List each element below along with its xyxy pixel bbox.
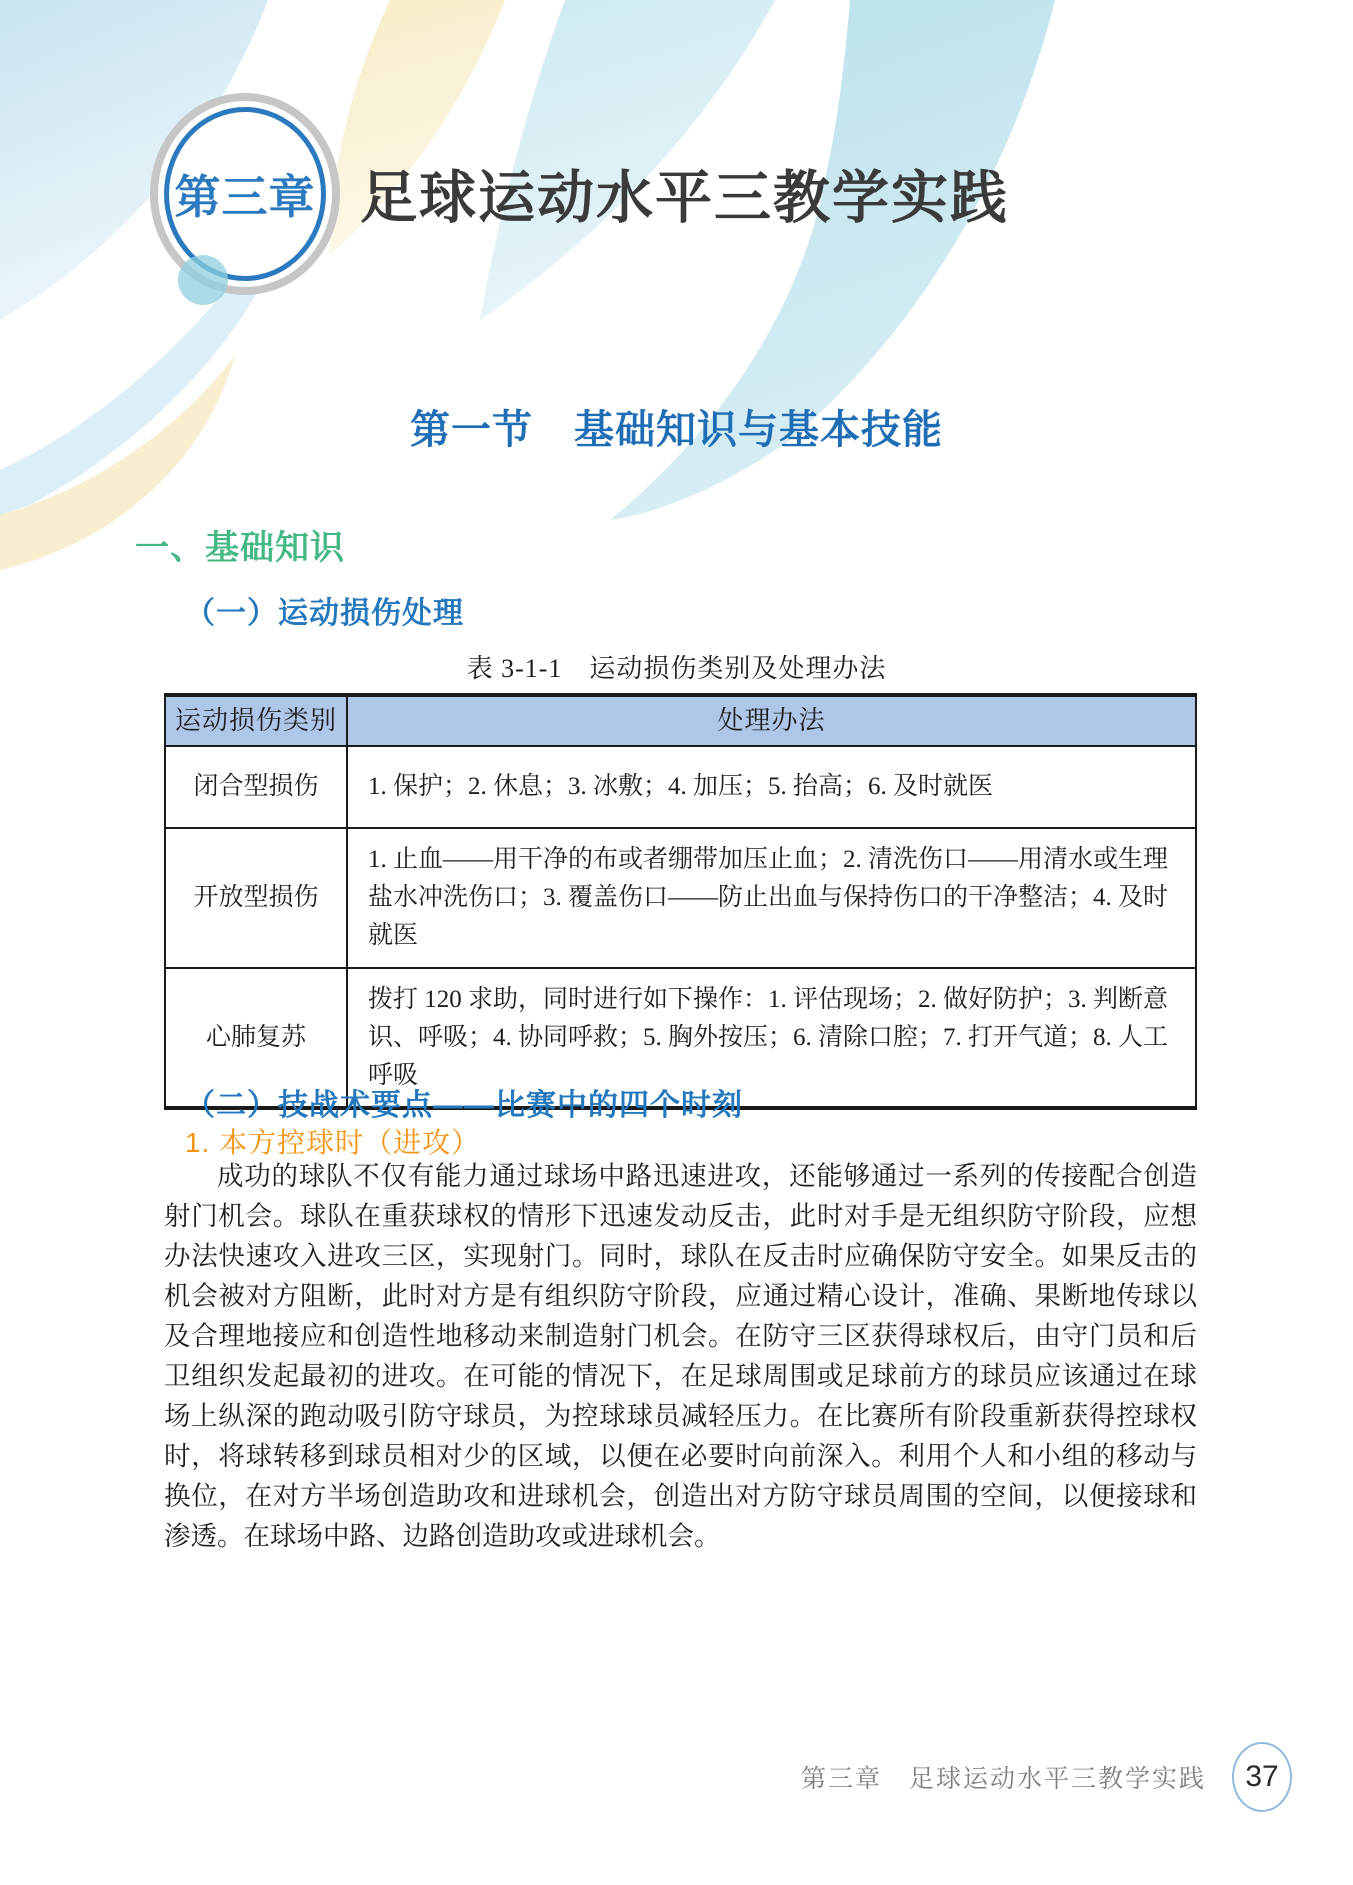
column-header-category: 运动损伤类别 <box>165 695 347 746</box>
table-header-row <box>165 695 1196 746</box>
injury-table <box>164 693 1197 1110</box>
heading-injury-treatment: （一）运动损伤处理 <box>185 597 464 630</box>
table-row <box>165 746 1196 828</box>
heading-tactics: （二）技战术要点——比赛中的四个时刻 <box>185 1089 743 1122</box>
cell-category: 开放型损伤 <box>165 828 347 968</box>
column-header-treatment: 处理办法 <box>347 695 1196 746</box>
table-caption: 表 3-1-1 运动损伤类别及处理办法 <box>466 654 887 683</box>
footer-chapter-text: 第三章 足球运动水平三教学实践 <box>800 1765 1206 1793</box>
chapter-badge-ring <box>158 101 332 287</box>
section-title: 第一节 基础知识与基本技能 <box>410 407 943 452</box>
cell-category: 心肺复苏 <box>165 968 347 1108</box>
chapter-badge-inner <box>164 107 326 281</box>
chapter-badge <box>150 93 340 295</box>
cell-category: 闭合型损伤 <box>165 746 347 828</box>
heading-basics: 一、基础知识 <box>135 529 345 567</box>
badge-accent-dot <box>178 255 228 305</box>
page-number-badge <box>1232 1742 1292 1812</box>
cell-treatment: 1. 保护；2. 休息；3. 冰敷；4. 加压；5. 抬高；6. 及时就医 <box>347 746 1196 828</box>
page-footer <box>801 1742 1292 1812</box>
heading-possession: 1. 本方控球时（进攻） <box>185 1127 481 1158</box>
table-row <box>165 828 1196 968</box>
chapter-badge-label: 第三章 <box>174 171 316 223</box>
cell-treatment: 拨打 120 求助，同时进行如下操作：1. 评估现场；2. 做好防护；3. 判断意识、呼吸；4. 协同呼救；5. 胸外按压；6. 清除口腔；7. 打开气道；8. 人工呼吸 <box>347 968 1196 1108</box>
page-number: 37 <box>1245 1760 1279 1793</box>
body-paragraph: 成功的球队不仅有能力通过球场中路迅速进攻，还能够通过一系列的传接配合创造射门机会。球队在重获球权的情形下迅速发动反击，此时对手是无组织防守阶段，应想办法快速攻入进攻三区，实现射门。同时，球队在反击时应确保防守安全。如果反击的机会被对方阻断，此时对方是有组织防守阶段，应通过精心设计，准确、果断地传球以及合理地接应和创造性地移动来制造射门机会。在防守三区获得球权后，由守门员和后卫组织发起最初的进攻。在可能的情况下，在足球周围或足球前方的球员应该通过在球场上纵深的跑动吸引防守球员，为控球球员减轻压力。在比赛所有阶段重新获得控球权时，将球转移到球员相对少的区域，以便在必要时向前深入。利用个人和小组的移动与换位，在对方半场创造助攻和进球机会，创造出对方防守球员周围的空间，以便接球和渗透。在球场中路、边路创造助攻或进球机会。 <box>164 1161 1197 1551</box>
cell-treatment: 1. 止血——用干净的布或者绷带加压止血；2. 清洗伤口——用清水或生理盐水冲洗伤口；3. 覆盖伤口——防止出血与保持伤口的干净整洁；4. 及时就医 <box>347 828 1196 968</box>
chapter-title: 足球运动水平三教学实践 <box>360 166 1009 230</box>
